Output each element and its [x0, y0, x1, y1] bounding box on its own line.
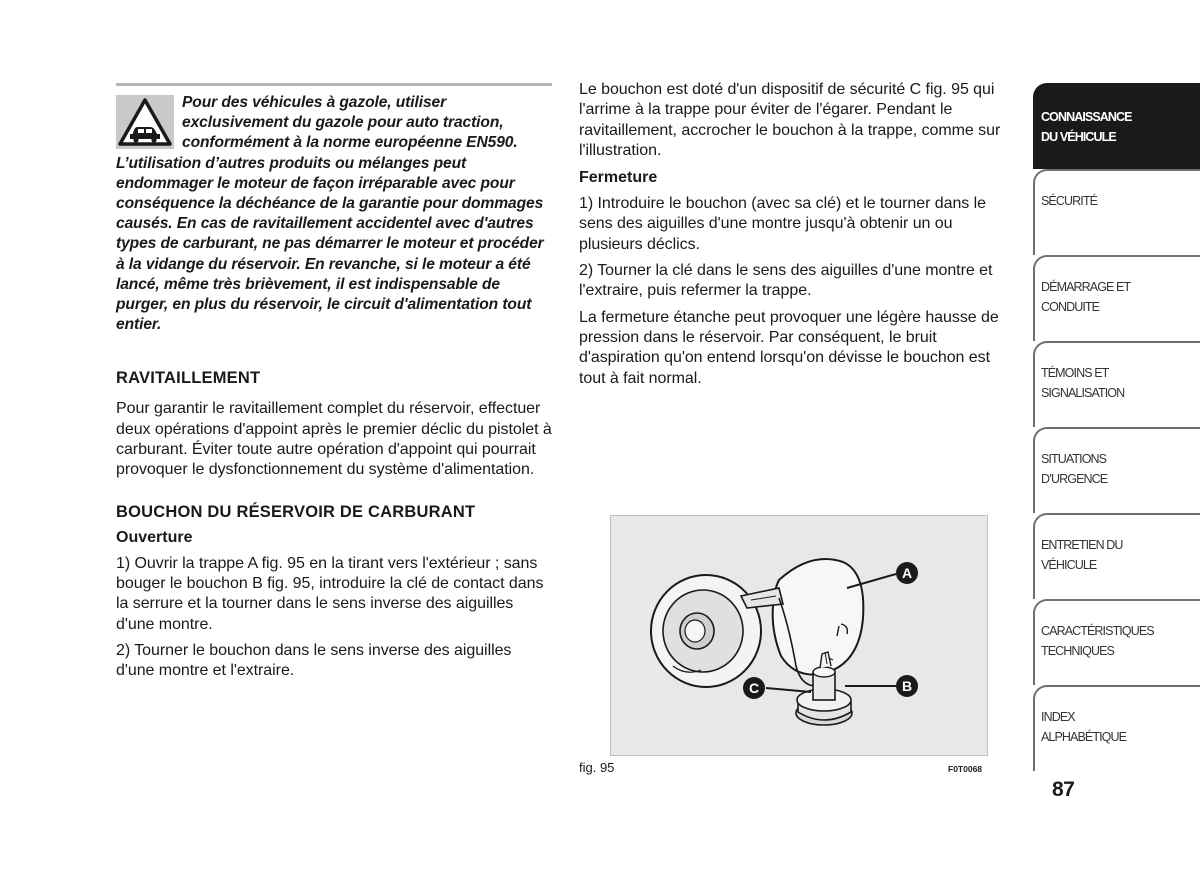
tab-caracteristiques-techniques[interactable] — [1033, 599, 1200, 685]
label-b-badge — [896, 675, 918, 697]
tab-label-line2: DU VÉHICULE — [1041, 130, 1116, 144]
section-title-ravitaillement: RAVITAILLEMENT — [116, 369, 261, 388]
tab-demarrage-et-conduite[interactable] — [1033, 255, 1200, 341]
section-title-bouchon: BOUCHON DU RÉSERVOIR DE CARBURANT — [116, 502, 476, 521]
tab-label-line1: DÉMARRAGE ET — [1041, 280, 1131, 294]
figure-caption: fig. 95 — [579, 760, 615, 775]
tab-label-line2: CONDUITE — [1041, 300, 1100, 314]
chapter-tabs — [1033, 83, 1200, 771]
warning-triangle-car-icon — [116, 95, 174, 149]
tab-label-line1: SITUATIONS — [1041, 452, 1107, 466]
tab-situations-d-urgence[interactable] — [1033, 427, 1200, 513]
page-number: 87 — [1052, 778, 1075, 801]
label-a: A — [901, 565, 913, 581]
figure-95 — [610, 515, 988, 756]
tab-securite[interactable] — [1033, 169, 1200, 255]
tab-entretien-du-vehicule[interactable] — [1033, 513, 1200, 599]
label-a-badge — [896, 562, 918, 584]
label-c-badge — [743, 677, 765, 699]
left-column — [116, 83, 552, 681]
tab-label-line2: VÉHICULE — [1041, 558, 1097, 572]
tab-label-line2: SIGNALISATION — [1041, 386, 1125, 400]
subtitle-ouverture: Ouverture — [116, 528, 193, 546]
right-column — [579, 80, 1019, 389]
tab-label-line1: INDEX — [1041, 710, 1075, 724]
ouverture-step-1: 1) Ouvrir la trappe A fig. 95 en la tirant vers l'extérieur ; sans bouger le bouchon B fig. 95, introduire la clé de contact dans la serrure et la tourner dans le sens inverse des aiguilles d'une montre. — [116, 554, 544, 633]
label-b: B — [901, 678, 913, 694]
label-c: C — [748, 680, 760, 696]
fermeture-step-1: 1) Introduire le bouchon (avec sa clé) et le tourner dans le sens des aiguilles d'une montre jusqu'à obtenir un ou plusieurs déclics. — [579, 195, 987, 253]
ravitaillement-text: Pour garantir le ravitaillement complet du réservoir, effectuer deux opérations d'appoint après le premier déclic du pistolet à carburant. Éviter toute autre opération d'appoint qui pourrait provoquer le dysfonctionnement du système d'alimentation. — [116, 400, 552, 479]
tab-label-line1: CONNAISSANCE — [1041, 110, 1132, 124]
ouverture-step-2: 2) Tourner le bouchon dans le sens inverse des aiguilles d'une montre et l'extraire. — [116, 641, 512, 680]
fermeture-note: La fermeture étanche peut provoquer une légère hausse de pression dans le réservoir. Par conséquent, le bruit d'aspiration qu'on entend lorsqu'on dévisse le bouchon est tout à fait normal. — [579, 308, 999, 387]
tab-label-line1: ENTRETIEN DU — [1041, 538, 1123, 552]
warning-text: Pour des véhicules à gazole, utiliser exclusivement du gazole pour auto traction, conformément à la norme européenne EN590. L’utilisation d’autres produits ou mélanges peut endommager le moteur de façon irréparable avec pour conséquence la déchéance de la garantie pour dommages causés. En cas de ravitaillement accidentel avec d'autres types de carburant, ne pas démarrer le moteur et procéder à la vidange du réservoir. En revanche, si le moteur a été lancé, même très brièvement, il est indispensable de purger, en plus du réservoir, le circuit d'alimentation tout entier. — [116, 94, 544, 334]
tab-label-line1: CARACTÉRISTIQUES — [1041, 624, 1154, 638]
tab-temoins-et-signalisation[interactable] — [1033, 341, 1200, 427]
warning-block — [116, 93, 552, 335]
tab-label-line2: ALPHABÉTIQUE — [1041, 730, 1127, 744]
fuel-cap-illustration — [611, 516, 987, 755]
tab-label-line2: D’URGENCE — [1041, 472, 1108, 486]
tab-label-line1: TÉMOINS ET — [1041, 366, 1109, 380]
subtitle-fermeture: Fermeture — [579, 169, 658, 187]
warning-rule — [116, 83, 552, 86]
fermeture-step-2: 2) Tourner la clé dans le sens des aiguilles d'une montre et l'extraire, puis refermer la trappe. — [579, 262, 993, 300]
tab-index-alphabetique[interactable] — [1033, 685, 1200, 771]
tab-connaissance-du-vehicule[interactable] — [1033, 83, 1200, 169]
figure-code: F0T0068 — [948, 764, 983, 774]
bouchon-intro: Le bouchon est doté d'un dispositif de sécurité C fig. 95 qui l'arrime à la trappe pour éviter de l'égarer. Pendant le ravitaillement, accrocher le bouchon à la trappe, comme sur l'illustration. — [579, 81, 1001, 159]
tab-label-line2: TECHNIQUES — [1041, 644, 1114, 658]
tab-label-line1: SÉCURITÉ — [1041, 194, 1098, 208]
